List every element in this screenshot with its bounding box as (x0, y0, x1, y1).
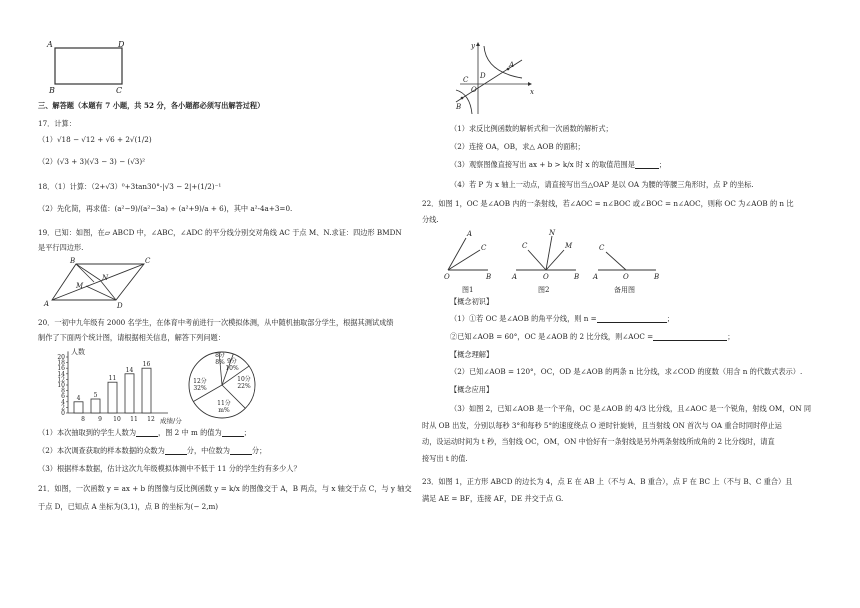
q21-part3 (450, 160, 666, 169)
q20-q1-text: （1）本次抽取到的学生人数为 (38, 428, 137, 437)
y-tick-label: 20 (57, 354, 65, 361)
pg-label-A: A (44, 300, 50, 308)
answer-blank[interactable] (635, 161, 659, 169)
label-A: A (47, 40, 53, 49)
pie-slice-pct: 10% (225, 365, 239, 372)
q20-line1: 20．一初中九年级有 2000 名学生，在体育中考前进行一次模拟体测，从中随机抽取部分学生，根据其测试成绩 (38, 318, 394, 327)
y-tick-label: 14 (57, 370, 65, 378)
svg-text:A: A (512, 273, 518, 281)
svg-text:B: B (574, 273, 580, 281)
y-tick-label: 2 (61, 404, 65, 412)
pg-label-N: N (102, 274, 109, 282)
label-B: B (49, 86, 55, 95)
q22-c1a (450, 314, 674, 323)
svg-text:C: C (481, 244, 487, 252)
bar-value-label: 5 (93, 392, 98, 399)
q20-q1c-text: ； (243, 428, 251, 437)
concept-intro: 【概念初识】 (450, 297, 494, 306)
pg-label-M: M (76, 282, 84, 290)
fig2-caption: 图2 (538, 286, 550, 294)
q21-part3-text: （3）观察图像直接写出 ax + b > k/x 时 x 的取值范围是 (450, 160, 635, 169)
q20-q1b-text: ，图 2 中 m 的值为 (158, 428, 222, 437)
pg-label-D: D (117, 302, 123, 310)
bar (142, 368, 151, 413)
q21-part2: （2）连接 OA，OB，求△ AOB 的面积； (450, 142, 585, 151)
q22-line1: 22．如图 1，OC 是∠AOB 内的一条射线，若∠AOC = n∠BOC 或∠BOC = n∠AOC，则称 OC 为∠AOB 的 n 比 (422, 199, 794, 208)
bar-value-label: 4 (76, 394, 81, 402)
pg-label-C: C (145, 257, 151, 265)
y-tick-label: 6 (61, 393, 65, 401)
q22-c3-4: 接写出 t 的值. (422, 454, 468, 463)
q21-part3-end: ； (658, 160, 667, 169)
pie-slice-pct: 32% (193, 385, 207, 392)
angle-figures (446, 226, 676, 298)
x-tick-label: 12 (147, 416, 155, 423)
y-axis-label: 人数 (71, 348, 85, 357)
y-tick-label: 18 (57, 359, 65, 367)
q22-c1b-end: ； (727, 332, 735, 341)
q21-part1: （1）求反比例函数的解析式和一次函数的解析式； (450, 124, 613, 133)
x-tick-label: 9 (98, 416, 102, 423)
bar-value-label: 16 (142, 361, 151, 369)
svg-text:C: C (522, 242, 528, 250)
graph-label-C: C (463, 76, 469, 84)
pie-chart (178, 347, 268, 422)
y-tick-label: 12 (57, 376, 65, 384)
bar-chart (46, 345, 186, 425)
graph-label-A: A (509, 61, 515, 69)
q21-line2: 于点 D，已知点 A 坐标为(3,1)，点 B 的坐标为(− 2,m) (38, 502, 219, 511)
answer-blank[interactable] (136, 429, 158, 437)
q22-c1b-text: ②已知∠AOB = 60°，OC 是∠AOB 的 2 比分线，则∠AOC = (450, 332, 654, 341)
bar-value-label: 14 (125, 366, 134, 374)
graph-label-x: x (530, 88, 534, 96)
y-tick-label: 16 (57, 365, 65, 373)
svg-text:B: B (654, 273, 660, 281)
function-graph (450, 42, 540, 117)
q23-line2: 满足 AE = BF，连接 AF，DE 并交于点 G. (422, 494, 564, 503)
concept-apply: 【概念应用】 (450, 385, 494, 394)
q20-q2c-text: 分； (251, 446, 267, 455)
svg-text:A: A (467, 230, 473, 238)
q17-part2: （2）(√3 + 3)(√3 − 3) − (√3)² (38, 157, 146, 166)
y-tick-label: 0 (61, 410, 65, 417)
svg-text:O: O (444, 273, 450, 281)
svg-text:O: O (543, 273, 549, 281)
concept-understand: 【概念理解】 (450, 350, 494, 359)
x-tick-label: 11 (130, 416, 138, 423)
pg-label-B: B (70, 257, 76, 265)
q22-c3-2: 时从 OB 出发，分别以每秒 3°和每秒 5°的速度绕点 O 逆时针旋转，且当射线 ON 首次与 OA 重合时同时停止运 (422, 421, 782, 430)
answer-blank[interactable] (653, 333, 727, 341)
q20-q2 (38, 446, 266, 455)
label-D: D (118, 40, 125, 49)
bar (125, 374, 134, 413)
svg-text:A: A (593, 273, 599, 281)
svg-text:C: C (599, 244, 605, 252)
pie-slice-label: 8分 (215, 352, 225, 359)
pie-slice-pct: m% (218, 407, 230, 414)
q19-line2: 是平行四边形. (38, 243, 84, 252)
q18-part1: 18．（1）计算：（2+√3）⁰+3tan30°-|√3 − 2|+(1/2)⁻¹ (38, 182, 222, 191)
svg-text:O: O (623, 273, 629, 281)
graph-label-B: B (456, 103, 462, 111)
q22-c1a-end: ； (666, 314, 674, 323)
y-tick-label: 10 (57, 382, 65, 389)
q22-c3-1: （3）如图 2，已知∠AOB 是一个平角，OC 是∠AOB 的 4/3 比分线，且∠AOC 是一个锐角，射线 OM，ON 同 (450, 404, 812, 413)
svg-text:B: B (486, 273, 492, 281)
pie-slice-label: 10分 (237, 376, 251, 383)
pie-slice-pct: 8% (215, 359, 225, 366)
spare-caption: 备用图 (614, 286, 635, 294)
q17-stem: 17．计算： (38, 119, 76, 128)
svg-text:M: M (565, 242, 573, 250)
bar (91, 399, 100, 413)
q22-c2: （2）已知∠AOB = 120°，OC，OD 是∠AOB 的两条 n 比分线，求∠COD 的度数（用含 n 的代数式表示）. (450, 367, 803, 376)
q17-part1: （1）√18 − √12 + √6 + 2√(1/2) (38, 135, 152, 144)
answer-blank[interactable] (597, 315, 667, 323)
q21-line1: 21．如图，一次函数 y = ax + b 的图像与反比例函数 y = k/x 的图像交于 A，B 两点，与 x 轴交于点 C，与 y 轴交 (38, 484, 412, 493)
fig1-caption: 图1 (462, 286, 474, 294)
section-title: 三、解答题（本题有 7 小题，共 52 分，各小题都必须写出解答过程） (38, 101, 265, 110)
q23-line1: 23．如图 1，正方形 ABCD 的边长为 4，点 E 在 AB 上（不与 A、B 重合），点 F 在 BC 上（不与 B、C 重合）且 (422, 477, 793, 486)
q20-q3: （3）根据样本数据，估计这次九年级模拟体测中不低于 11 分的学生约有多少人？ (38, 464, 301, 473)
answer-blank[interactable] (165, 447, 187, 455)
bar-value-label: 11 (108, 375, 117, 383)
svg-text:N: N (549, 229, 556, 237)
q20-q2-text: （2）本次调查获取的样本数据的众数为 (38, 446, 165, 455)
q22-c3-3: 动，设运动时间为 t 秒，当射线 OC，OM，ON 中恰好有一条射线是另外两条射线所成角的 2 比分线时，请直 (422, 437, 775, 446)
graph-label-D: D (480, 72, 486, 80)
q19-line1: 19．已知：如图，在▱ ABCD 中，∠ABC，∠ADC 的平分线分别交对角线 AC 于点 M、N.求证：四边形 BMDN (38, 228, 402, 237)
label-C: C (116, 86, 123, 95)
x-tick-label: 10 (113, 416, 121, 423)
q22-c1b (450, 332, 734, 341)
pie-slice-label: 9分 (227, 358, 237, 365)
q20-line2: 制作了下面两个统计图，请根据相关信息，解答下列问题： (38, 333, 225, 342)
x-tick-label: 8 (81, 416, 85, 423)
answer-blank[interactable] (222, 429, 244, 437)
y-tick-label: 4 (61, 398, 65, 406)
bar (74, 402, 83, 413)
q18-part2: （2）先化简，再求值：(a²−9)/(a²−3a) ÷ (a²+9)/a + 6)，其中 a²-4a+3=0. (38, 204, 293, 213)
parallelogram-figure (44, 257, 158, 310)
graph-label-O: O (471, 86, 477, 94)
q20-q1 (38, 428, 251, 437)
x-axis-label: 成绩/分 (160, 417, 182, 425)
rectangle-figure (47, 40, 132, 95)
y-tick-label: 8 (61, 387, 65, 395)
q21-part4: （4）若 P 为 x 轴上一动点，请直接写出当△OAP 是以 OA 为腰的等腰三角形时，点 P 的坐标. (450, 180, 754, 189)
pie-slice-pct: 22% (237, 383, 251, 390)
bar (108, 382, 117, 413)
pie-slice-label: 11分 (217, 400, 231, 407)
q22-line2: 分线. (422, 215, 439, 224)
q22-c1a-text: （1）①若 OC 是∠AOB 的角平分线，则 n = (450, 314, 597, 323)
graph-label-y: y (471, 42, 475, 50)
q20-q2b-text: 分，中位数为 (186, 446, 230, 455)
pie-slice-label: 12分 (193, 378, 207, 385)
answer-blank[interactable] (230, 447, 252, 455)
